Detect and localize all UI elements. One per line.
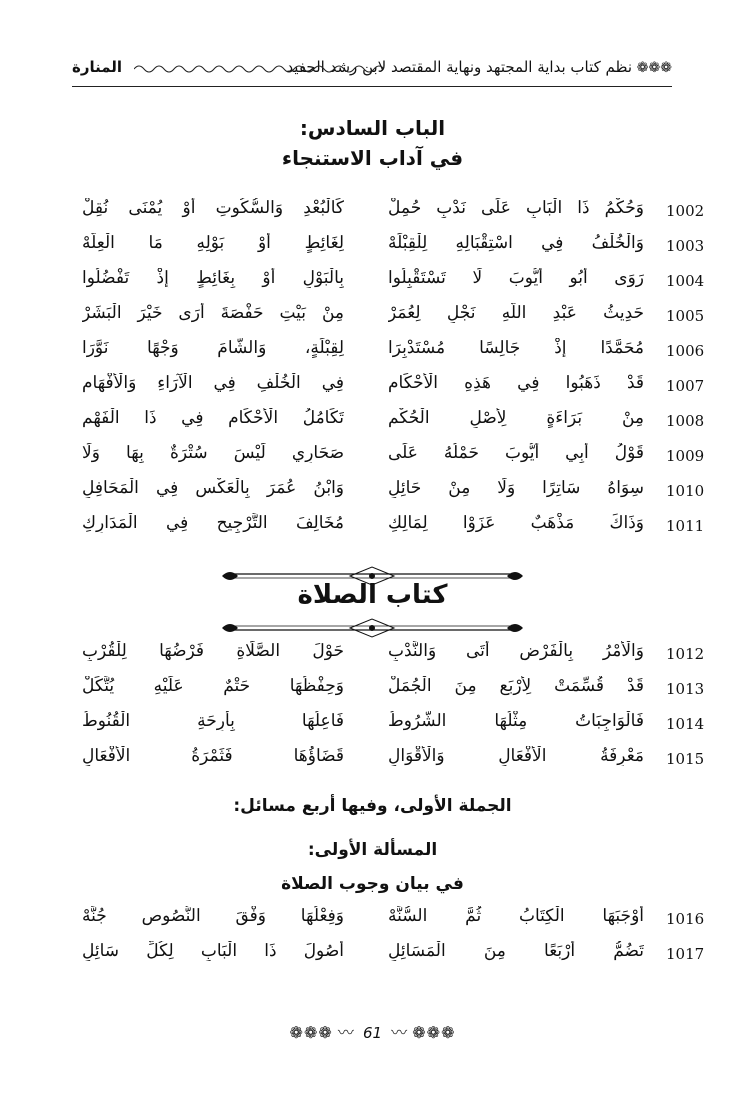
jumla-heading: الجملة الأولى، وفيها أربع مسائل: bbox=[233, 796, 512, 816]
verse-line bbox=[72, 906, 712, 941]
wave-icon: 〰 bbox=[337, 1023, 354, 1042]
verse-first-hemistich: وَذَاكَ مَذْهَبٌ عَزَوْا لِمَالِكِ bbox=[388, 513, 644, 533]
verse-line bbox=[72, 478, 712, 513]
verse-number: 1010 bbox=[666, 482, 705, 500]
verse-line bbox=[72, 513, 712, 548]
verse-second-hemistich: فَاعِلُهَا بِأَرِحَةِ الْقُنُوطُ bbox=[82, 711, 344, 731]
page-footer bbox=[0, 1020, 745, 1043]
verse-line bbox=[72, 233, 712, 268]
verse-first-hemistich: رَوَى أَبُو أَيُّوبَ لَا تَسْتَقْبِلُوا bbox=[388, 268, 644, 288]
verse-first-hemistich: وَالْأَمْرُ بِالْفَرْضِ أَتَى وَالنَّدْبِ bbox=[388, 641, 644, 661]
verse-line bbox=[72, 676, 712, 711]
book-section-title: كتاب الصلاة bbox=[297, 580, 448, 610]
verse-second-hemistich: مِنْ بَيْتِ حَفْصَةَ أَرَى خَيْرَ الْبَشَرْ bbox=[82, 303, 344, 323]
page-number: 61 bbox=[362, 1024, 383, 1042]
verse-line bbox=[72, 268, 712, 303]
masala-heading: المسألة الأولى: bbox=[307, 840, 438, 860]
verse-number: 1011 bbox=[666, 517, 705, 535]
verse-first-hemistich: مَعْرِفَةُ الْأَفْعَالِ وَالْأَقْوَالِ bbox=[388, 746, 644, 766]
verse-number: 1013 bbox=[666, 680, 705, 698]
verse-line bbox=[72, 641, 712, 676]
verse-second-hemistich: لِقِبْلَةٍ، وَالشَّامَ وَجْهًا نَوَّرَا bbox=[82, 338, 344, 358]
verse-second-hemistich: وَفِعْلُهَا وَفْقَ النُّصُوصِ جُنَّهْ bbox=[82, 906, 344, 926]
verse-number: 1005 bbox=[666, 307, 705, 325]
verse-first-hemistich: قَوْلُ أَبِي أَيُّوبَ حَمْلُهُ عَلَى bbox=[388, 443, 644, 463]
ornament-icon: ❁❁❁ bbox=[412, 1023, 456, 1042]
verse-number: 1015 bbox=[666, 750, 705, 768]
wave-icon: 〰 bbox=[391, 1023, 408, 1042]
verse-number: 1007 bbox=[666, 377, 705, 395]
ornament-icon: ❁❁❁ bbox=[636, 60, 672, 76]
verse-second-hemistich: وَابْنُ عُمَرَ بِالْعَكْسِ فِي الْمَحَافِلِ bbox=[82, 478, 344, 498]
verse-number: 1017 bbox=[666, 945, 705, 963]
verse-second-hemistich: لِغَائِطٍ أَوْ بَوْلِهِ مَا الْعِلَّهْ bbox=[82, 233, 344, 253]
verse-first-hemistich: مُحَمَّدًا إِذْ جَالِسًا مُسْتَدْبِرَا bbox=[388, 338, 644, 358]
verse-number: 1014 bbox=[666, 715, 705, 733]
verse-second-hemistich: مُخَالِفَ التَّرْجِيحِ فِي الْمَدَارِكِ bbox=[82, 513, 344, 533]
verse-line bbox=[72, 198, 712, 233]
verse-block-3 bbox=[72, 906, 712, 976]
verse-first-hemistich: أَوْجَبَهَا الْكِتَابُ ثُمَّ السُّنَّهْ bbox=[388, 906, 644, 926]
verse-line bbox=[72, 303, 712, 338]
verse-number: 1004 bbox=[666, 272, 705, 290]
verse-line bbox=[72, 373, 712, 408]
verse-line bbox=[72, 941, 712, 976]
verse-first-hemistich: وَحُكْمُ ذَا الْبَابِ عَلَى نَدْبٍ حُمِلْ bbox=[388, 198, 644, 218]
verse-number: 1009 bbox=[666, 447, 705, 465]
verse-first-hemistich: تَضُمُّ أَرْبَعًا مِنَ الْمَسَائِلِ bbox=[388, 941, 644, 961]
chapter-title: الباب السادس: bbox=[299, 116, 446, 140]
verse-number: 1012 bbox=[666, 645, 705, 663]
verse-second-hemistich: أُصُولَ ذَا الْبَابِ لِكُلِّ سَائِلِ bbox=[82, 941, 344, 961]
verse-line bbox=[72, 746, 712, 781]
verse-first-hemistich: وَالْخُلْفُ فِي اسْتِقْبَالِهِ لِلْقِبْلَهْ bbox=[388, 233, 644, 253]
header-label: المنارة bbox=[72, 58, 123, 76]
verse-second-hemistich: قَضَاؤُهَا فَثَمْرَةُ الْأَفْعَالِ bbox=[82, 746, 344, 766]
verse-number: 1016 bbox=[666, 910, 705, 928]
running-header bbox=[72, 58, 672, 84]
verse-first-hemistich: قَدْ ذَهَبُوا فِي هَذِهِ الْأَحْكَامِ bbox=[388, 373, 644, 393]
verse-number: 1006 bbox=[666, 342, 705, 360]
verse-first-hemistich: سِوَاهُ سَاتِرًا وَلَا مِنْ حَائِلِ bbox=[388, 478, 644, 498]
verse-block-2 bbox=[72, 641, 712, 781]
header-rule bbox=[72, 86, 672, 87]
verse-number: 1002 bbox=[666, 202, 705, 220]
verse-block-1 bbox=[72, 198, 712, 548]
verse-line bbox=[72, 711, 712, 746]
verse-second-hemistich: فِي الْخُلْفِ فِي الْآرَاءِ وَالْأَفْهَامِ bbox=[82, 373, 344, 393]
verse-second-hemistich: وَحِفْظُهَا حَتْمٌ عَلَيْهِ يُتَّكَلْ bbox=[82, 676, 344, 696]
verse-line bbox=[72, 408, 712, 443]
verse-second-hemistich: حَوْلَ الصَّلَاةِ فَرْضُهَا لِلْقُرْبِ bbox=[82, 641, 344, 661]
verse-number: 1008 bbox=[666, 412, 705, 430]
verse-number: 1003 bbox=[666, 237, 705, 255]
verse-second-hemistich: صَحَارِي لَيْسَ سُتْرَةٌ بِهَا وَلَا bbox=[82, 443, 344, 463]
verse-first-hemistich: حَدِيثُ عَبْدِ اللَّهِ نَجْلِ لِعُمَرْ bbox=[388, 303, 644, 323]
chapter-subtitle: في آداب الاستنجاء bbox=[281, 146, 464, 170]
verse-second-hemistich: بِالْبَوْلِ أَوْ بِغَائِطٍ إِذْ تَفْضُلُوا bbox=[82, 268, 344, 288]
verse-line bbox=[72, 338, 712, 373]
verse-line bbox=[72, 443, 712, 478]
wavy-divider bbox=[134, 62, 384, 76]
ornament-icon: ❁❁❁ bbox=[289, 1023, 333, 1042]
verse-first-hemistich: قَدْ قُسِّمَتْ لِأَرْبَعٍ مِنَ الْجُمَلْ bbox=[388, 676, 644, 696]
verse-second-hemistich: تَكَامُلُ الْأَحْكَامِ فِي ذَا الْفَهْمِ bbox=[82, 408, 344, 428]
topic-heading: في بيان وجوب الصلاة bbox=[281, 874, 464, 894]
verse-first-hemistich: فَالْوَاجِبَاتُ مِثْلُهَا الشُّرُوطُ bbox=[388, 711, 644, 731]
verse-first-hemistich: مِنْ بَرَاءَةٍ لِأَصْلِ الْحُكْمِ bbox=[388, 408, 644, 428]
verse-second-hemistich: كَالْبُعْدِ وَالسُّكُوتِ أَوْ يُمْنَى نُقِلْ bbox=[82, 198, 344, 218]
book-title-banner bbox=[220, 566, 525, 638]
book-title-text: نظم كتاب بداية المجتهد ونهاية المقتصد لابن رشد الحفيد bbox=[286, 58, 633, 76]
